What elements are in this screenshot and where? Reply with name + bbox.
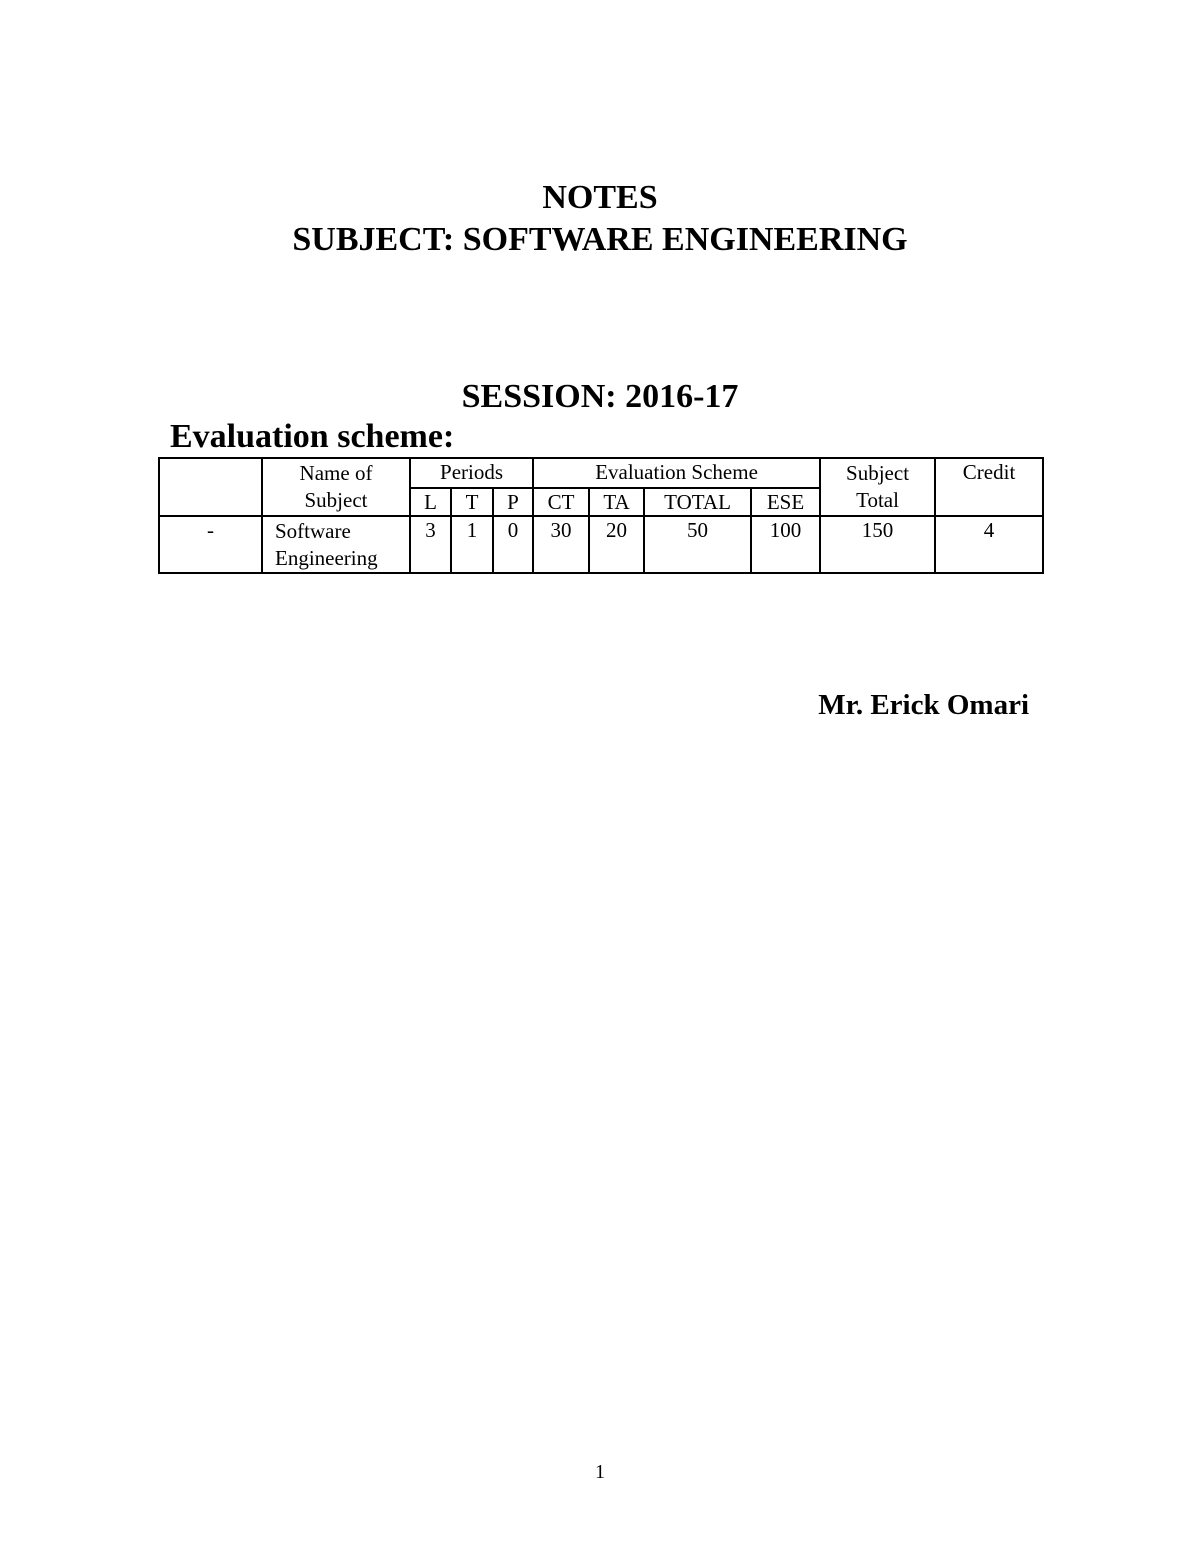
sub-header-t: T xyxy=(451,488,493,516)
subject-name-cell xyxy=(262,516,410,573)
sub-header-total: TOTAL xyxy=(644,488,751,516)
sub-header-l: L xyxy=(410,488,451,516)
table-header-row xyxy=(159,458,1043,488)
sub-header-ta: TA xyxy=(589,488,644,516)
periods-header: Periods xyxy=(410,458,533,488)
value-p: 0 xyxy=(493,516,533,573)
value-subject-total: 150 xyxy=(820,516,935,573)
value-l: 3 xyxy=(410,516,451,573)
sub-header-ese: ESE xyxy=(751,488,820,516)
credit-header: Credit xyxy=(935,458,1043,516)
value-credit: 4 xyxy=(935,516,1043,573)
document-title: NOTES xyxy=(542,179,658,216)
page-number: 1 xyxy=(595,1461,605,1483)
subject-total-header xyxy=(820,458,935,516)
subject-code-cell: - xyxy=(159,516,262,573)
value-ese: 100 xyxy=(751,516,820,573)
name-of-label: Name of xyxy=(299,461,373,485)
sub-header-p: P xyxy=(493,488,533,516)
subject-label: Subject xyxy=(304,488,368,512)
sub-header-ct: CT xyxy=(533,488,589,516)
subject-total-line2: Total xyxy=(856,488,899,512)
value-ta: 20 xyxy=(589,516,644,573)
evaluation-scheme-table xyxy=(158,457,1044,574)
subject-heading: SUBJECT: SOFTWARE ENGINEERING xyxy=(292,221,908,258)
session-heading: SESSION: 2016-17 xyxy=(461,378,739,415)
subject-total-line1: Subject xyxy=(846,461,910,485)
code-header-cell xyxy=(159,458,262,516)
table-row xyxy=(159,516,1043,573)
name-of-subject-header xyxy=(262,458,410,516)
evaluation-scheme-header: Evaluation Scheme xyxy=(533,458,820,488)
value-t: 1 xyxy=(451,516,493,573)
subject-name-line1: Software xyxy=(275,519,351,543)
value-total: 50 xyxy=(644,516,751,573)
evaluation-scheme-heading: Evaluation scheme: xyxy=(170,418,455,455)
subject-name-line2: Engineering xyxy=(275,546,378,570)
author-name: Mr. Erick Omari xyxy=(818,689,1029,721)
value-ct: 30 xyxy=(533,516,589,573)
